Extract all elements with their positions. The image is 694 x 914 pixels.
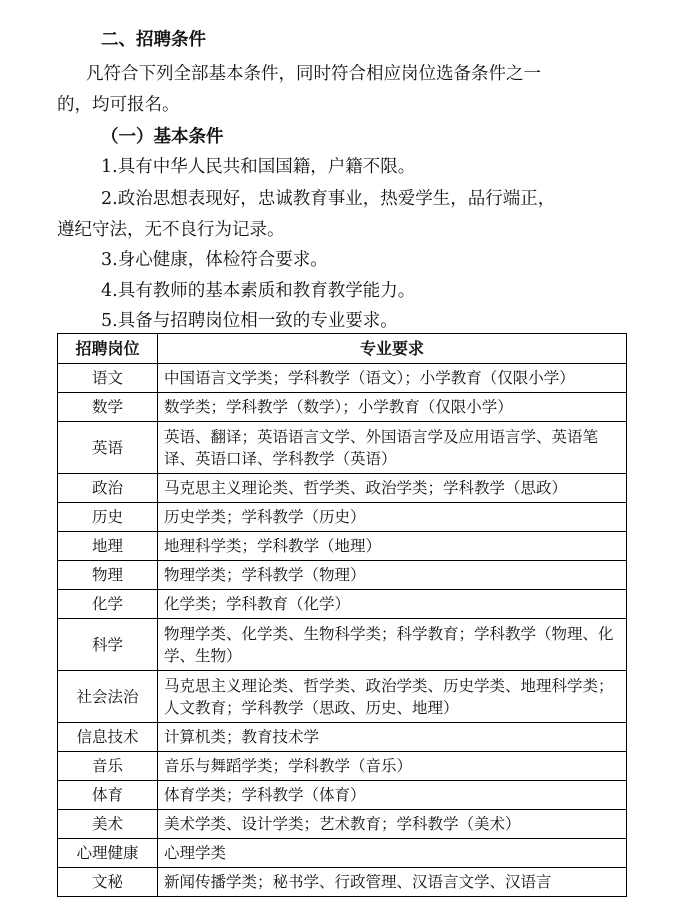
condition-2-line-1: 2.政治思想表现好，忠诚教育事业，热爱学生，品行端正， [101,189,556,209]
table-row [58,723,627,752]
major-cell: 美术学类、设计学类；艺术教育；学科教学（美术） [158,810,627,839]
intro-paragraph-line-2: 的，均可报名。 [57,95,180,115]
table-row [58,839,627,868]
table-row [58,619,627,671]
table-row [58,422,627,474]
post-cell: 历史 [58,503,158,532]
major-cell: 新闻传播学类；秘书学、行政管理、汉语言文学、汉语言 [158,868,627,897]
table-header-row [58,334,627,364]
post-cell: 地理 [58,532,158,561]
section-title: 二、招聘条件 [101,30,206,50]
table-row [58,474,627,503]
post-cell: 音乐 [58,752,158,781]
table-row [58,810,627,839]
post-cell: 社会法治 [58,671,158,723]
post-cell: 语文 [58,364,158,393]
table-row [58,590,627,619]
post-cell: 体育 [58,781,158,810]
header-major: 专业要求 [158,334,627,364]
post-cell: 信息技术 [58,723,158,752]
major-cell: 马克思主义理论类、哲学类、政治学类、历史学类、地理科学类；人文教育；学科教学（思政、历史、地理） [158,671,627,723]
major-cell: 英语、翻译；英语语言文学、外国语言学及应用语言学、英语笔译、英语口译、学科教学（英语） [158,422,627,474]
major-cell: 化学类；学科教育（化学） [158,590,627,619]
table-row [58,868,627,897]
table-row [58,561,627,590]
table-row [58,364,627,393]
post-cell: 美术 [58,810,158,839]
condition-2-line-2: 遵纪守法，无不良行为记录。 [57,220,285,240]
table-row [58,752,627,781]
major-cell: 中国语言文学类；学科教学（语文）；小学教育（仅限小学） [158,364,627,393]
major-cell: 数学类；学科教学（数学）；小学教育（仅限小学） [158,393,627,422]
post-cell: 科学 [58,619,158,671]
major-cell: 计算机类；教育技术学 [158,723,627,752]
major-cell: 音乐与舞蹈学类；学科教学（音乐） [158,752,627,781]
table-row [58,671,627,723]
major-cell: 心理学类 [158,839,627,868]
recruitment-requirements-table [57,333,627,897]
condition-1: 1.具有中华人民共和国国籍，户籍不限。 [101,157,416,177]
major-cell: 物理学类、化学类、生物科学类；科学教育；学科教学（物理、化学、生物） [158,619,627,671]
major-cell: 历史学类；学科教学（历史） [158,503,627,532]
major-cell: 物理学类；学科教学（物理） [158,561,627,590]
table-row [58,781,627,810]
post-cell: 心理健康 [58,839,158,868]
condition-5: 5.具备与招聘岗位相一致的专业要求。 [101,311,398,331]
table-row [58,393,627,422]
post-cell: 物理 [58,561,158,590]
post-cell: 英语 [58,422,158,474]
condition-4: 4.具有教师的基本素质和教育教学能力。 [101,281,416,301]
post-cell: 化学 [58,590,158,619]
table-row [58,532,627,561]
post-cell: 文秘 [58,868,158,897]
major-cell: 马克思主义理论类、哲学类、政治学类；学科教学（思政） [158,474,627,503]
major-cell: 地理科学类；学科教学（地理） [158,532,627,561]
subsection-title: （一）基本条件 [101,127,224,147]
post-cell: 数学 [58,393,158,422]
condition-3: 3.身心健康，体检符合要求。 [101,250,328,270]
header-post: 招聘岗位 [58,334,158,364]
table-row [58,503,627,532]
intro-paragraph-line-1: 凡符合下列全部基本条件，同时符合相应岗位选备条件之一 [86,64,541,84]
major-cell: 体育学类；学科教学（体育） [158,781,627,810]
post-cell: 政治 [58,474,158,503]
